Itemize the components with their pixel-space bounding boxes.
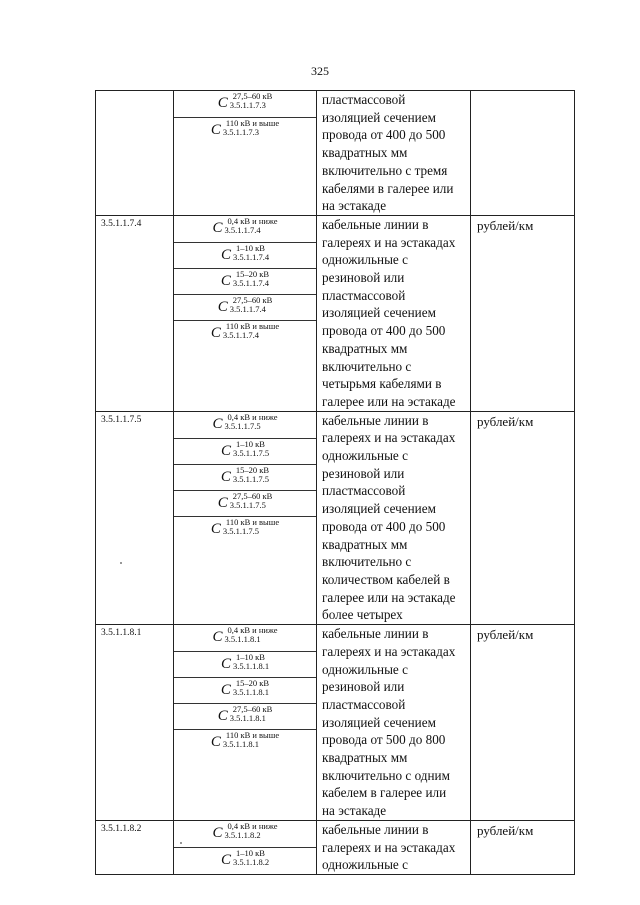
rate-symbol-index: 3.5.1.1.7.4 bbox=[232, 277, 270, 288]
rate-symbol-index: 3.5.1.1.8.2 bbox=[232, 856, 270, 867]
rate-symbol-letter: C bbox=[217, 708, 228, 725]
rate-symbol-index: 3.5.1.1.7.5 bbox=[222, 525, 260, 536]
row-unit: рублей/км bbox=[471, 820, 575, 874]
rate-symbol bbox=[174, 729, 316, 755]
description-line: количеством кабелей в bbox=[322, 571, 450, 587]
symbol-cell bbox=[174, 411, 317, 624]
row-code: 3.5.1.1.8.2 bbox=[96, 820, 174, 874]
rate-symbol-voltage: 1–10 кВ bbox=[235, 847, 265, 858]
row-description bbox=[317, 91, 471, 216]
row-code: 3.5.1.1.8.1 bbox=[96, 625, 174, 821]
description-line: галереях и на эстакадах bbox=[322, 234, 456, 250]
description-line: на эстакаде bbox=[322, 803, 387, 819]
rate-symbol-voltage: 0,4 кВ и ниже bbox=[227, 820, 278, 831]
rate-symbol bbox=[174, 677, 316, 703]
description-line: резиновой или bbox=[322, 679, 405, 695]
description-line: изоляцией сечением bbox=[322, 501, 436, 517]
rate-symbol-index: 3.5.1.1.7.3 bbox=[222, 127, 260, 137]
row-unit: рублей/км bbox=[471, 625, 575, 821]
row-unit: рублей/км bbox=[471, 411, 575, 624]
rate-symbol-letter: C bbox=[217, 298, 228, 315]
description-line: одножильные с bbox=[322, 448, 408, 464]
description-line: изоляцией сечением bbox=[322, 305, 436, 321]
rate-symbol-letter: C bbox=[210, 520, 221, 537]
row-code bbox=[96, 91, 174, 216]
symbol-cell bbox=[174, 625, 317, 821]
rate-symbol-index: 3.5.1.1.8.1 bbox=[224, 634, 261, 645]
rate-symbol-letter: C bbox=[217, 494, 228, 511]
rate-symbol bbox=[174, 821, 316, 847]
rate-symbol bbox=[174, 490, 316, 516]
rate-symbol bbox=[174, 703, 316, 729]
rate-symbol-letter: C bbox=[212, 629, 223, 646]
description-line: пластмассовой bbox=[322, 483, 406, 499]
description-line: кабелем в галерее или bbox=[322, 785, 447, 801]
rate-symbol-index: 3.5.1.1.7.4 bbox=[229, 303, 266, 314]
table-row bbox=[96, 91, 575, 216]
description-line: квадратных мм bbox=[322, 750, 408, 766]
row-code: 3.5.1.1.7.5 bbox=[96, 411, 174, 624]
description-line: галереях и на эстакадах bbox=[322, 839, 456, 855]
rate-symbol bbox=[174, 91, 316, 117]
row-unit bbox=[471, 91, 575, 216]
description-line: одножильные с bbox=[322, 252, 408, 268]
rate-symbol bbox=[174, 320, 316, 346]
rate-symbol-voltage: 110 кВ и выше bbox=[225, 118, 280, 128]
description-line: изоляцией сечением bbox=[322, 109, 436, 125]
rate-symbol bbox=[174, 294, 316, 320]
rate-symbol bbox=[174, 117, 316, 143]
rate-symbol bbox=[174, 216, 316, 242]
symbol-cell bbox=[174, 215, 317, 411]
row-code: 3.5.1.1.7.4 bbox=[96, 215, 174, 411]
rate-symbol-index: 3.5.1.1.7.5 bbox=[232, 473, 270, 484]
rate-symbol-voltage: 27,5–60 кВ bbox=[232, 91, 273, 101]
rate-symbol-index: 3.5.1.1.7.4 bbox=[222, 329, 260, 340]
rate-symbol-letter: C bbox=[220, 682, 231, 699]
rate-symbol-voltage: 27,5–60 кВ bbox=[232, 490, 273, 501]
rate-symbol bbox=[174, 516, 316, 542]
description-line: одножильные с bbox=[322, 857, 408, 873]
rate-symbol-index: 3.5.1.1.8.1 bbox=[222, 739, 260, 750]
description-line: включительно с одним bbox=[322, 767, 450, 783]
description-line: пластмассовой bbox=[322, 287, 406, 303]
rate-symbol-voltage: 0,4 кВ и ниже bbox=[227, 625, 278, 636]
row-description bbox=[317, 215, 471, 411]
rate-symbol-index: 3.5.1.1.7.5 bbox=[229, 499, 266, 510]
rate-symbol-letter: C bbox=[220, 851, 231, 868]
rate-symbol bbox=[174, 412, 316, 438]
description-line: включительно с bbox=[322, 554, 412, 570]
rate-symbol bbox=[174, 438, 316, 464]
description-line: включительно с bbox=[322, 358, 412, 374]
description-line: провода от 400 до 500 bbox=[322, 127, 446, 143]
description-line: квадратных мм bbox=[322, 340, 408, 356]
description-line: кабельные линии в bbox=[322, 412, 429, 428]
description-line: пластмассовой bbox=[322, 696, 406, 712]
symbol-cell bbox=[174, 820, 317, 874]
rate-symbol-letter: C bbox=[210, 324, 221, 341]
rate-symbol-voltage: 1–10 кВ bbox=[235, 242, 265, 253]
rate-symbol-index: 3.5.1.1.7.4 bbox=[232, 251, 270, 262]
description-line: кабельные линии в bbox=[322, 626, 429, 642]
rate-symbol-letter: C bbox=[212, 415, 223, 432]
rate-symbol bbox=[174, 268, 316, 294]
description-line: галерее или на эстакаде bbox=[322, 589, 456, 605]
rate-symbol-voltage: 110 кВ и выше bbox=[225, 516, 280, 527]
description-line: провода от 400 до 500 bbox=[322, 518, 446, 534]
table-row bbox=[96, 215, 575, 411]
rate-symbol-voltage: 110 кВ и выше bbox=[225, 320, 280, 331]
symbol-cell bbox=[174, 91, 317, 216]
description-line: пластмассовой bbox=[322, 92, 406, 107]
rate-symbol-letter: C bbox=[210, 122, 221, 138]
rate-symbol bbox=[174, 651, 316, 677]
description-line: кабелями в галерее или bbox=[322, 180, 454, 196]
row-description bbox=[317, 820, 471, 874]
rate-symbol bbox=[174, 464, 316, 490]
rate-symbol-index: 3.5.1.1.7.3 bbox=[229, 100, 266, 110]
page-number: 325 bbox=[311, 64, 329, 78]
description-line: провода от 400 до 500 bbox=[322, 323, 446, 339]
rate-symbol bbox=[174, 847, 316, 873]
rate-symbol-voltage: 15–20 кВ bbox=[235, 464, 270, 475]
description-line: галереях и на эстакадах bbox=[322, 430, 456, 446]
description-line: четырьмя кабелями в bbox=[322, 376, 442, 392]
table-row bbox=[96, 411, 575, 624]
row-unit: рублей/км bbox=[471, 215, 575, 411]
scan-speck bbox=[120, 562, 122, 564]
description-line: галерее или на эстакаде bbox=[322, 393, 456, 409]
description-line: резиновой или bbox=[322, 270, 405, 286]
row-description bbox=[317, 625, 471, 821]
rate-symbol-voltage: 15–20 кВ bbox=[235, 268, 270, 279]
row-description bbox=[317, 411, 471, 624]
description-line: на эстакаде bbox=[322, 198, 387, 214]
description-line: изоляцией сечением bbox=[322, 714, 436, 730]
description-line: провода от 500 до 800 bbox=[322, 732, 446, 748]
tariff-table bbox=[95, 90, 575, 875]
rate-symbol-letter: C bbox=[212, 824, 223, 841]
rate-symbol-voltage: 27,5–60 кВ bbox=[232, 704, 273, 715]
rate-symbol-index: 3.5.1.1.8.1 bbox=[232, 687, 270, 698]
description-line: кабельные линии в bbox=[322, 821, 429, 837]
description-line: одножильные с bbox=[322, 661, 408, 677]
description-line: галереях и на эстакадах bbox=[322, 643, 456, 659]
rate-symbol-voltage: 110 кВ и выше bbox=[225, 730, 280, 741]
description-line: включительно с тремя bbox=[322, 162, 448, 178]
description-line: резиновой или bbox=[322, 465, 405, 481]
rate-symbol-index: 3.5.1.1.7.5 bbox=[224, 420, 261, 431]
description-line: квадратных мм bbox=[322, 145, 408, 161]
rate-symbol-voltage: 1–10 кВ bbox=[235, 652, 265, 663]
description-line: более четырех bbox=[322, 607, 403, 623]
rate-symbol-letter: C bbox=[210, 734, 221, 751]
rate-symbol-letter: C bbox=[220, 442, 231, 459]
rate-symbol-index: 3.5.1.1.8.2 bbox=[224, 829, 261, 840]
scan-speck bbox=[180, 842, 182, 844]
rate-symbol-voltage: 0,4 кВ и ниже bbox=[227, 215, 278, 226]
rate-symbol-index: 3.5.1.1.8.1 bbox=[229, 713, 266, 724]
rate-symbol-letter: C bbox=[220, 272, 231, 289]
rate-symbol-voltage: 15–20 кВ bbox=[235, 678, 270, 689]
rate-symbol-letter: C bbox=[220, 468, 231, 485]
table-row bbox=[96, 625, 575, 821]
rate-symbol-letter: C bbox=[212, 219, 223, 236]
rate-symbol-index: 3.5.1.1.7.4 bbox=[224, 224, 261, 235]
table-row bbox=[96, 820, 575, 874]
rate-symbol-voltage: 1–10 кВ bbox=[235, 438, 265, 449]
rate-symbol-voltage: 27,5–60 кВ bbox=[232, 294, 273, 305]
rate-symbol-letter: C bbox=[220, 656, 231, 673]
rate-symbol bbox=[174, 242, 316, 268]
rate-symbol-voltage: 0,4 кВ и ниже bbox=[227, 411, 278, 422]
rate-symbol-index: 3.5.1.1.7.5 bbox=[232, 447, 270, 458]
description-line: квадратных мм bbox=[322, 536, 408, 552]
rate-symbol-index: 3.5.1.1.8.1 bbox=[232, 661, 270, 672]
rate-symbol-letter: C bbox=[217, 95, 228, 111]
rate-symbol-letter: C bbox=[220, 246, 231, 263]
description-line: кабельные линии в bbox=[322, 216, 429, 232]
rate-symbol bbox=[174, 625, 316, 651]
